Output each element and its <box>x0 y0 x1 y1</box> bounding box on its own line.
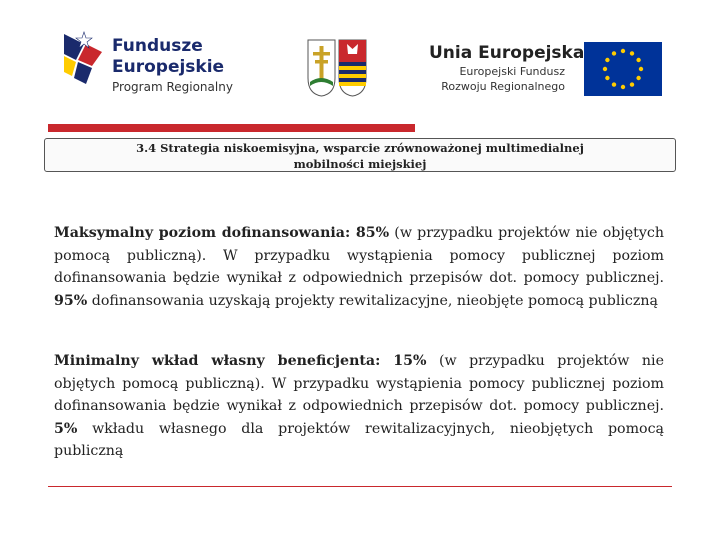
fundusze-europejskie-text <box>112 36 233 96</box>
section-title-line1: 3.4 Strategia niskoemisyjna, wsparcie zrównoważonej multimedialnej <box>136 141 584 155</box>
unia-sub2: Rozwoju Regionalnego <box>441 80 565 93</box>
fundusze-line1: Fundusze <box>112 36 203 56</box>
section-title <box>44 138 676 172</box>
bottom-divider <box>48 486 672 487</box>
p1-text1: (w przypadku projektów nie objętych pomocą publiczną). W przypadku wystąpienia pomocy publicznej poziom dofinansowania będzie wynikał z odpowiednich przepisów dot. pomocy publicznej. <box>54 225 664 286</box>
p2-text2: wkładu własnego dla projektów rewitalizacyjnych, nieobjętych pomocą publiczną <box>54 420 664 459</box>
eu-flag-icon <box>584 42 662 96</box>
p1-bold-mid: 95% <box>54 292 88 309</box>
coat-of-arms-icon <box>306 38 368 98</box>
fundusze-europejskie-logo-icon <box>62 30 104 90</box>
fundusze-line3: Program Regionalny <box>112 80 233 94</box>
fundusze-line2: Europejskie <box>112 57 225 77</box>
p2-bold-mid: 5% <box>54 420 78 437</box>
logo-band <box>44 22 676 120</box>
unia-europejska-text <box>429 42 585 94</box>
paragraph-max-cofinancing <box>54 222 664 312</box>
unia-title: Unia Europejska <box>429 43 585 63</box>
p1-text2: dofinansowania uzyskają projekty rewitalizacyjne, nieobjęte pomocą publiczną <box>87 292 658 309</box>
p2-text1: (w przypadku projektów nie objętych pomocą publiczną). W przypadku wystąpienia pomocy publicznej poziom dofinansowania będzie wynikał z odpowiednich przepisów dot. pomocy publicznej. <box>54 353 664 414</box>
unia-sub1: Europejski Fundusz <box>459 65 565 78</box>
section-title-line2: mobilności miejskiej <box>293 157 427 171</box>
p1-bold-lead: Maksymalny poziom dofinansowania: 85% <box>54 225 390 241</box>
paragraph-min-own-contribution <box>54 350 664 463</box>
p2-bold-lead: Minimalny wkład własny beneficjenta: 15% <box>54 353 427 369</box>
red-accent-bar <box>48 124 415 132</box>
